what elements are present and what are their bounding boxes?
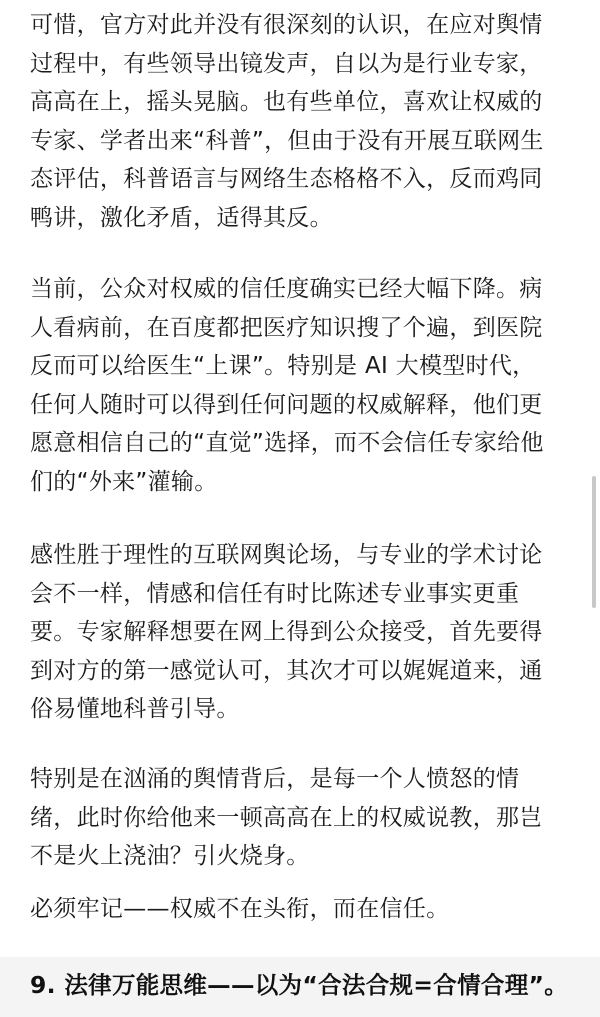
text-line: 俗易懂地科普引导。 [30, 696, 240, 722]
paragraph-4 [30, 760, 543, 876]
section-heading: 9. 法律万能思维——以为“合法合规=合情合理”。 [30, 971, 569, 999]
text-line: 特别是在汹涌的舆情背后，是每一个人愤怒的情 [30, 766, 520, 792]
text-line: 过程中，有些领导出镜发声，自以为是行业专家， [30, 50, 543, 77]
text-line: 感性胜于理性的互联网舆论场，与专业的学术讨论 [30, 542, 543, 568]
text-line: 不是火上浇油？引火烧身。 [30, 843, 310, 869]
paragraph-1 [30, 6, 544, 237]
text-line: 人看病前，在百度都把医疗知识搜了个遍，到医院 [30, 314, 543, 341]
text-line: 到对方的第一感觉认可，其次才可以娓娓道来，通 [30, 657, 543, 684]
text-line: 高高在上，摇头晃脑。也有些单位，喜欢让权威的 [30, 89, 543, 115]
text-line: 鸭讲，激化矛盾，适得其反。 [30, 204, 333, 231]
text-line: 态评估，科普语言与网络生态格格不入，反而鸡同 [30, 166, 543, 192]
text-line: 任何人随时可以得到任何问题的权威解释，他们更 [30, 391, 543, 418]
text-line: 可惜，官方对此并没有很深刻的认识，在应对舆情 [30, 12, 543, 38]
text-line: 们的“外来”灌输。 [30, 468, 218, 495]
paragraph-2 [30, 270, 544, 501]
text-line: 专家、学者出来“科普”，但由于没有开展互联网生 [30, 127, 544, 154]
paragraph-5 [30, 890, 449, 929]
text-line: 要。专家解释想要在网上得到公众接受，首先要得 [30, 619, 543, 645]
paragraph-3 [30, 536, 543, 729]
scrollbar-thumb[interactable] [592, 476, 596, 608]
text-line: 反而可以给医生“上课”。特别是 AI 大模型时代， [30, 353, 536, 379]
text-line: 绪，此时你给他来一顿高高在上的权威说教，那岂 [30, 804, 543, 831]
text-line: 愿意相信自己的“直觉”选择，而不会信任专家给他 [30, 430, 544, 456]
text-line: 当前，公众对权威的信任度确实已经大幅下降。病 [30, 276, 543, 302]
text-line: 会不一样，情感和信任有时比陈述专业事实更重 [30, 580, 520, 607]
text-line: 必须牢记——权威不在头衔，而在信任。 [30, 896, 450, 922]
